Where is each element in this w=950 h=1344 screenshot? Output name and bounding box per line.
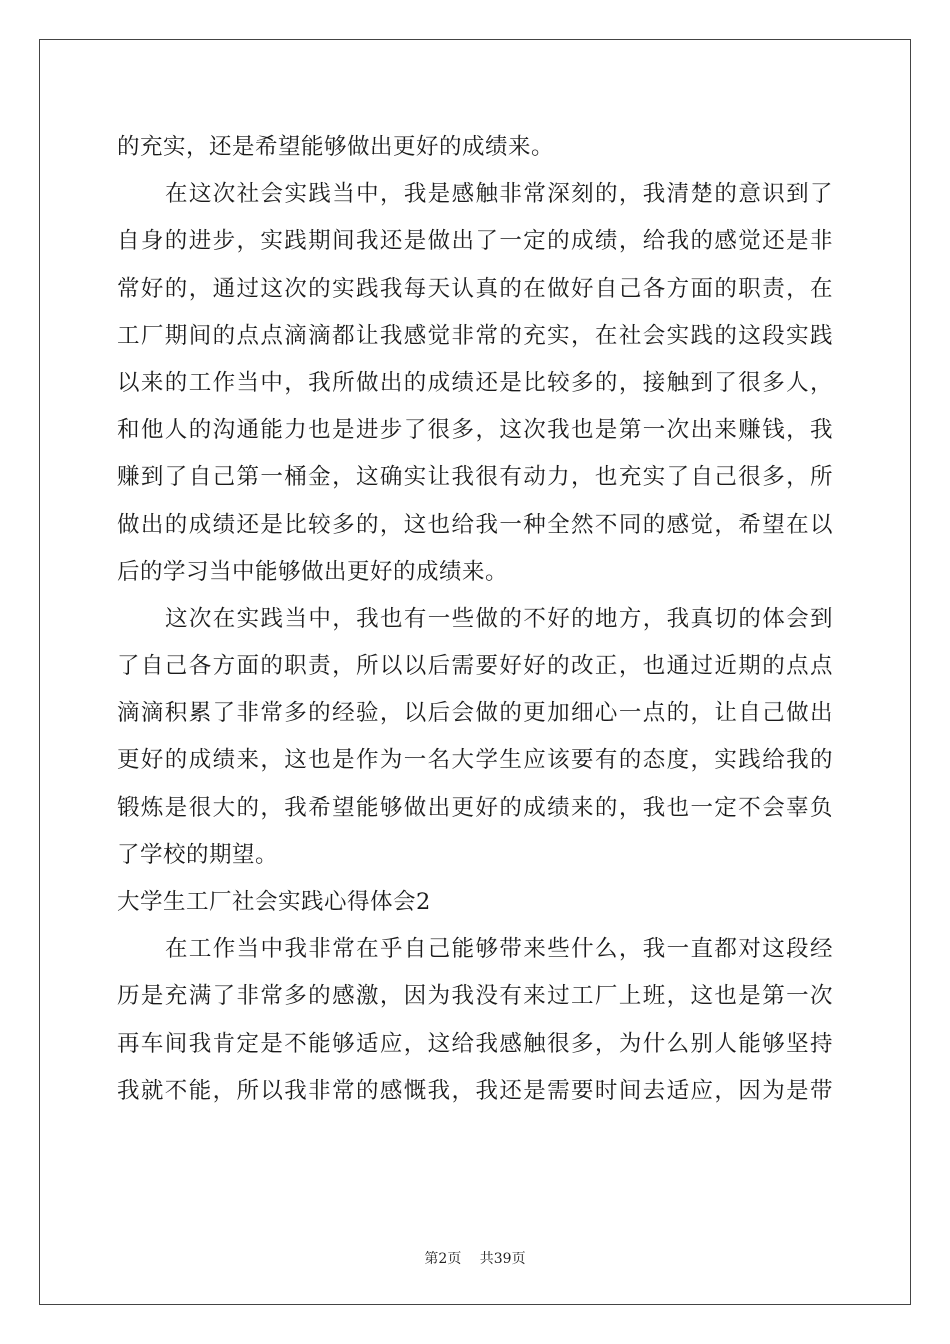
- text-line: 了学校的期望。: [117, 841, 279, 868]
- document-body: [117, 124, 833, 1115]
- text-line: 和他人的沟通能力也是进步了很多，这次我也是第一次出来赚钱，我: [117, 417, 833, 444]
- text-line: 我就不能，所以我非常的感慨我，我还是需要时间去适应，因为是带: [117, 1077, 833, 1104]
- paragraph-start-line: 在这次社会实践当中，我是感触非常深刻的，我清楚的意识到了: [165, 181, 833, 208]
- text-line: 赚到了自己第一桶金，这确实让我很有动力，也充实了自己很多，所: [117, 464, 833, 491]
- text-line: 工厂期间的点点滴滴都让我感觉非常的充实，在社会实践的这段实践: [117, 322, 833, 349]
- section-heading: 大学生工厂社会实践心得体会2: [117, 889, 431, 915]
- page-number-footer: 第2页 共39页: [424, 1251, 526, 1267]
- text-line: 常好的，通过这次的实践我每天认真的在做好自己各方面的职责，在: [117, 275, 833, 302]
- text-line: 以来的工作当中，我所做出的成绩还是比较多的，接触到了很多人，: [117, 369, 833, 396]
- paragraph-start-line: 在工作当中我非常在乎自己能够带来些什么，我一直都对这段经: [165, 936, 833, 963]
- text-line: 再车间我肯定是不能够适应，这给我感触很多，为什么别人能够坚持: [117, 1030, 833, 1057]
- text-line: 锻炼是很大的，我希望能够做出更好的成绩来的，我也一定不会辜负: [117, 794, 833, 821]
- text-line: 自身的进步，实践期间我还是做出了一定的成绩，给我的感觉还是非: [117, 228, 833, 255]
- text-line: 历是充满了非常多的感激，因为我没有来过工厂上班，这也是第一次: [117, 983, 833, 1010]
- text-line: 更好的成绩来，这也是作为一名大学生应该要有的态度，实践给我的: [117, 747, 833, 774]
- text-line: 的充实，还是希望能够做出更好的成绩来。: [117, 134, 555, 160]
- paragraph-start-line: 这次在实践当中，我也有一些做的不好的地方，我真切的体会到: [165, 605, 833, 632]
- text-line: 滴滴积累了非常多的经验，以后会做的更加细心一点的，让自己做出: [117, 700, 833, 727]
- text-line: 做出的成绩还是比较多的，这也给我一种全然不同的感觉，希望在以: [117, 511, 833, 538]
- text-line: 了自己各方面的职责，所以以后需要好好的改正，也通过近期的点点: [117, 653, 833, 680]
- text-line: 后的学习当中能够做出更好的成绩来。: [117, 558, 509, 585]
